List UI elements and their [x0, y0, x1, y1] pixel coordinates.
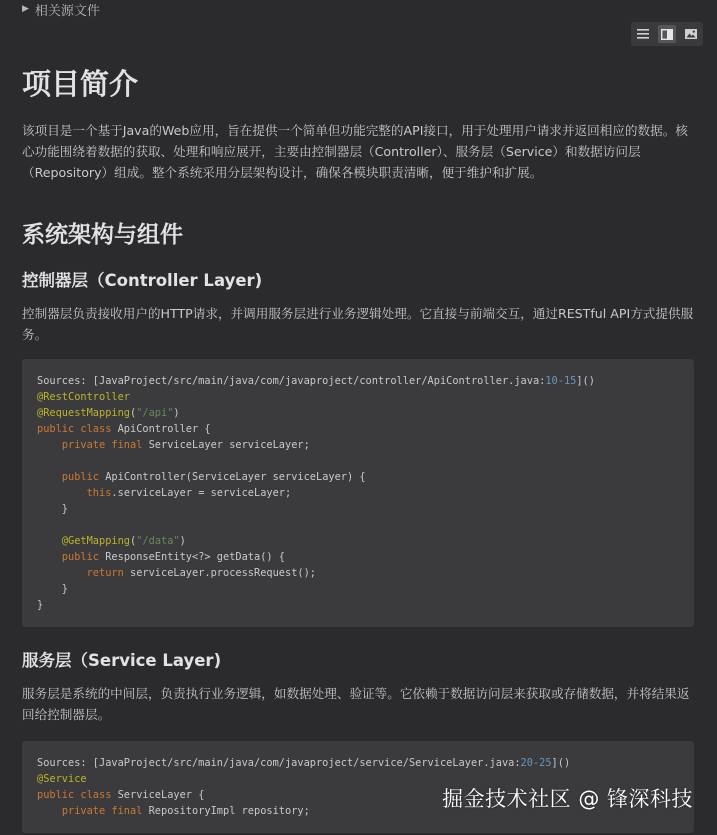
intro-paragraph: 该项目是一个基于Java的Web应用，旨在提供一个简单但功能完整的API接口，用于处理用户请求并返回相应的数据。核心功能围绕着数据的获取、处理和响应展开，主要由控制器层（Controller）、服务层（Service）和数据访问层（Repository）组成。整个系统采用分层架构设计，确保各模块职责清晰，便于维护和扩展。	[22, 123, 688, 180]
code-line: private final ServiceLayer serviceLayer;	[61, 439, 310, 451]
image-view-icon[interactable]	[682, 25, 700, 43]
code-line: @Service	[37, 773, 87, 785]
code-line: this.serviceLayer = serviceLayer;	[86, 487, 292, 499]
code-line: }	[37, 503, 68, 515]
code-line: @GetMapping("/data")	[61, 535, 186, 547]
code-line: private final RepositoryImpl repository;	[61, 805, 310, 817]
code-line: return serviceLayer.processRequest();	[86, 567, 316, 579]
document-content	[22, 64, 694, 833]
related-sources-toggle[interactable]	[22, 0, 100, 18]
caret-right-icon: ▶	[22, 4, 29, 14]
code-line: }	[37, 599, 44, 611]
controller-paragraph: 控制器层负责接收用户的HTTP请求，并调用服务层进行业务逻辑处理。它直接与前端交互，通过RESTful API方式提供服务。	[22, 306, 694, 342]
code-line: public ApiController(ServiceLayer serviceLayer) {	[61, 471, 366, 483]
code-line: }	[37, 583, 68, 595]
related-sources-label: 相关源文件	[34, 3, 100, 19]
list-view-icon[interactable]	[634, 25, 652, 43]
service-heading: 服务层（Service Layer)	[22, 651, 222, 670]
watermark: 掘金技术社区 @ 锋深科技	[442, 787, 693, 811]
code-line: public class ServiceLayer {	[37, 789, 205, 801]
code-line: @RequestMapping("/api")	[37, 407, 180, 419]
code-sources-line: Sources: [JavaProject/src/main/java/com/javaproject/service/ServiceLayer.java:20-25]()	[37, 757, 571, 769]
code-line	[37, 517, 679, 533]
view-mode-toggle	[631, 22, 703, 46]
split-view-icon[interactable]	[658, 25, 676, 43]
code-sources-line: Sources: [JavaProject/src/main/java/com/javaproject/controller/ApiController.java:10-15]()	[37, 375, 595, 387]
page-title: 项目简介	[22, 67, 139, 101]
code-line: @RestController	[37, 391, 130, 403]
architecture-heading: 系统架构与组件	[22, 222, 183, 248]
code-line	[37, 453, 679, 469]
code-line: public ResponseEntity<?> getData() {	[61, 551, 285, 563]
code-line: public class ApiController {	[37, 423, 211, 435]
service-paragraph: 服务层是系统的中间层，负责执行业务逻辑，如数据处理、验证等。它依赖于数据访问层来获取或存储数据，并将结果返回给控制器层。	[22, 686, 690, 722]
controller-code-block	[22, 359, 694, 627]
controller-heading: 控制器层（Controller Layer)	[22, 271, 263, 290]
